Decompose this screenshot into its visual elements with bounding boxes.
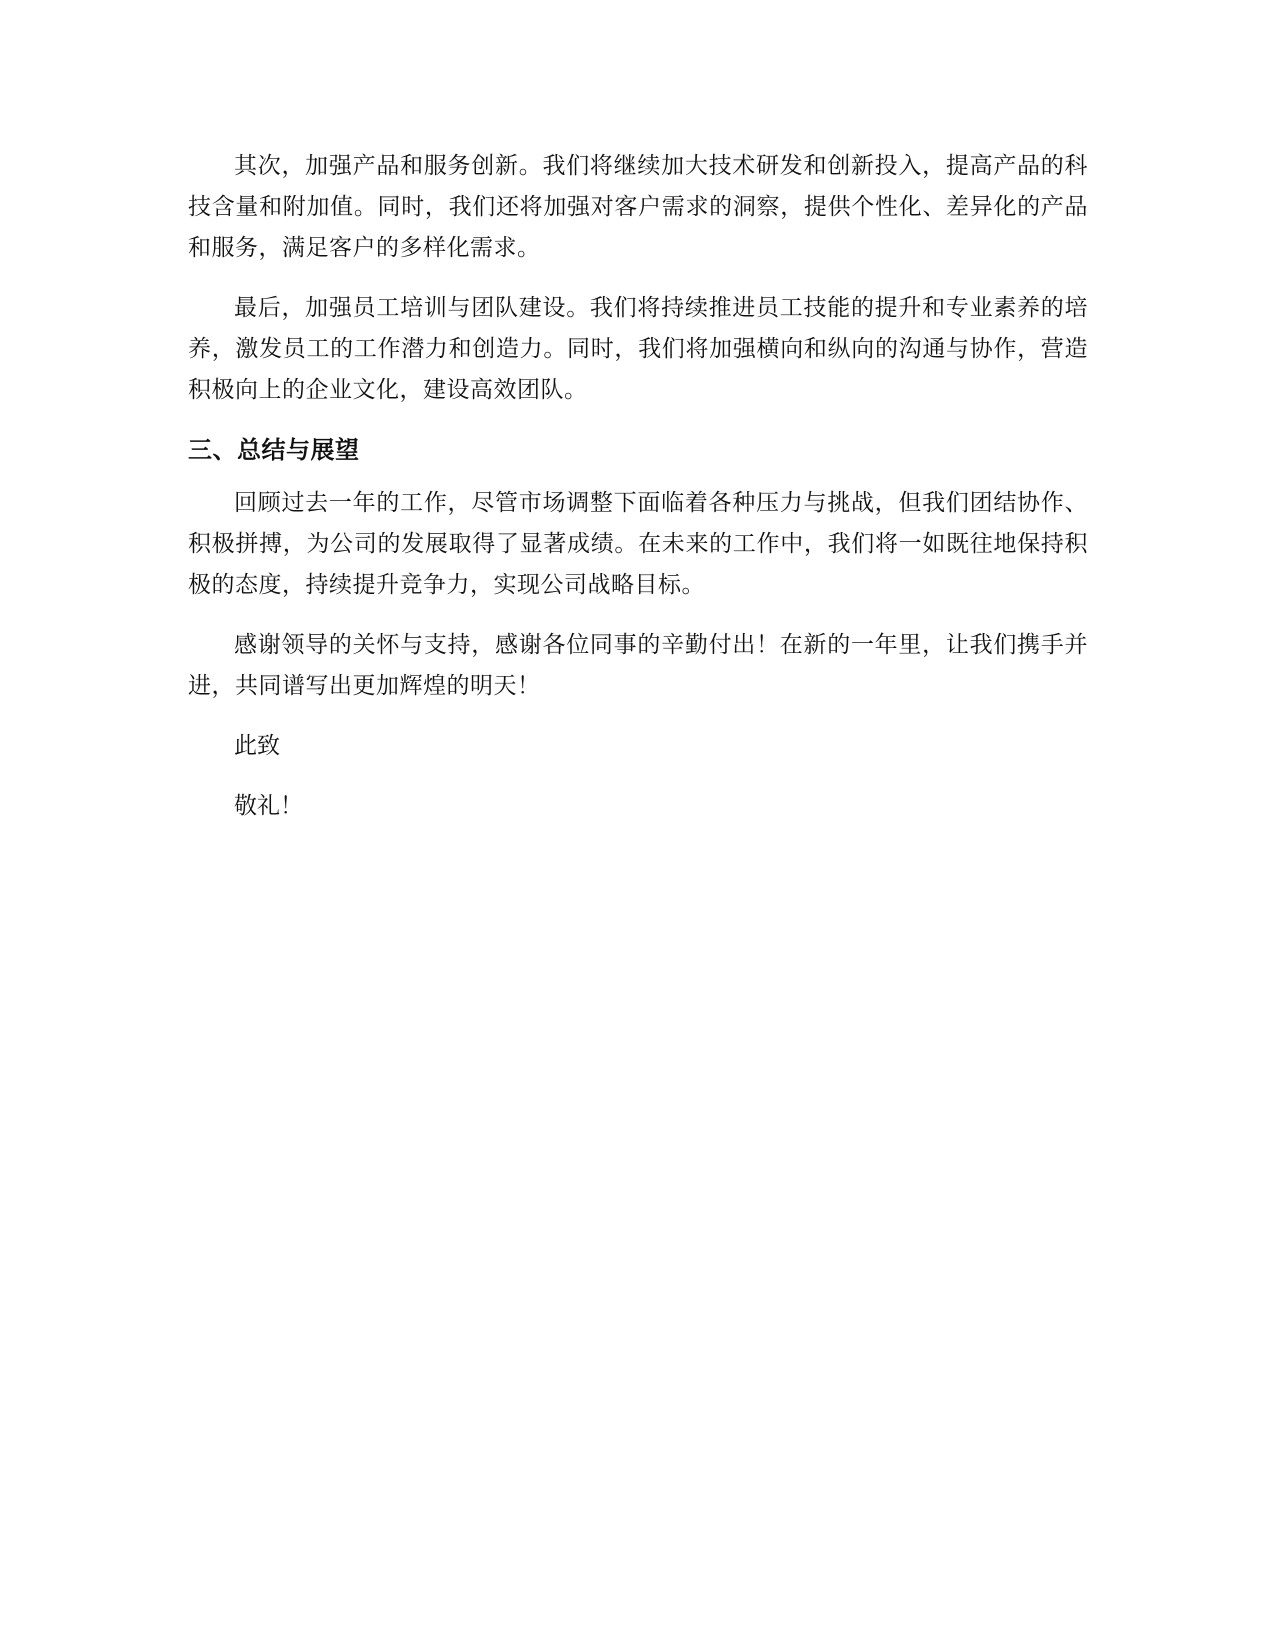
section-heading-summary: 三、总结与展望 [188, 436, 360, 464]
paragraph-staff-training: 最后，加强员工培训与团队建设。我们将持续推进员工技能的提升和专业素养的培养，激发员工的工作潜力和创造力。同时，我们将加强横向和纵向的沟通与协作，营造积极向上的企业文化，建设高效团队。 [188, 295, 1088, 403]
paragraph-product-innovation: 其次，加强产品和服务创新。我们将继续加大技术研发和创新投入，提高产品的科技含量和附加值。同时，我们还将加强对客户需求的洞察，提供个性化、差异化的产品和服务，满足客户的多样化需求。 [188, 153, 1088, 261]
closing-regards: 敬礼！ [234, 793, 303, 819]
paragraph-thanks: 感谢领导的关怀与支持，感谢各位同事的辛勤付出！在新的一年里，让我们携手并进，共同谱写出更加辉煌的明天！ [188, 632, 1088, 699]
document-body [188, 146, 1088, 846]
paragraph-review: 回顾过去一年的工作，尽管市场调整下面临着各种压力与挑战，但我们团结协作、积极拼搏，为公司的发展取得了显著成绩。在未来的工作中，我们将一如既往地保持积极的态度，持续提升竞争力，实现公司战略目标。 [188, 490, 1088, 598]
closing-salutation: 此致 [234, 733, 280, 759]
